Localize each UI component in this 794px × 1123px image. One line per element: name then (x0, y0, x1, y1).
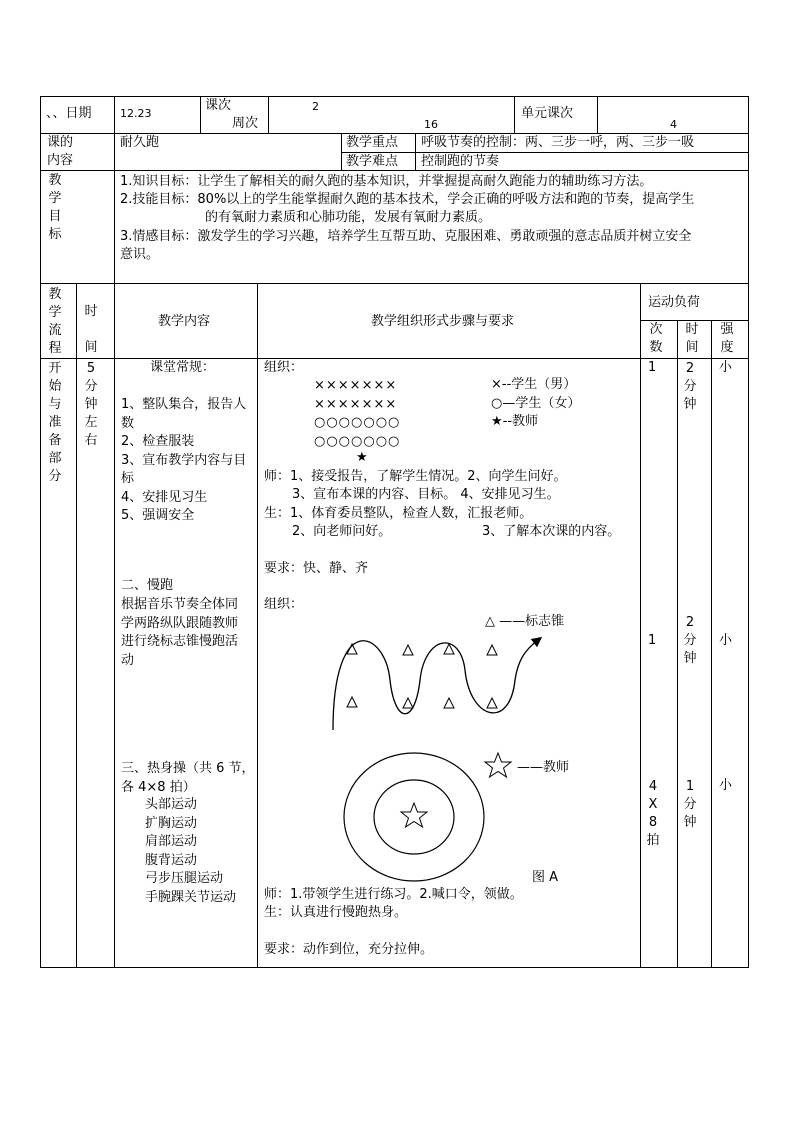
warmup-title: 三、热身操（共 6 节， 各 4×8 拍） (121, 761, 255, 795)
inner-circle (374, 780, 454, 854)
content-label-2: 内容 (47, 153, 74, 168)
list-item: 手腕踝关节运动 (145, 889, 237, 905)
key-point-value: 呼吸节奏的控制：两、三步一呼，两、三步一吸 (421, 135, 695, 150)
list-item: 标 (121, 471, 135, 486)
formation-row: ○○○○○○○ (314, 415, 401, 430)
list-item: 数 (121, 415, 135, 431)
cone-icons (347, 644, 497, 708)
goal-emotion-cont: 意识。 (120, 247, 160, 262)
load-count-2: 1 (648, 633, 657, 648)
list-item: 弓步压腿运动 (145, 871, 224, 886)
formation (314, 377, 400, 451)
legend-female: ○—学生（女） (491, 396, 581, 411)
formation-row: ××××××× (314, 378, 398, 393)
routine-list (121, 396, 246, 526)
formation-row: ××××××× (314, 396, 398, 412)
date-value: 12.23 (120, 107, 152, 120)
key-point-label: 教学重点 (346, 135, 399, 150)
formation-row: ○○○○○○○ (314, 433, 401, 449)
list-item: 4、安排见习生 (121, 489, 208, 505)
week-label: 周次 (232, 116, 259, 131)
content-label-1: 课的 (47, 135, 74, 150)
lesson-topic: 耐久跑 (120, 135, 160, 150)
stage-time: 5 分 钟 左 右 (84, 361, 98, 448)
teacher-legend: ——教师 (517, 760, 570, 775)
load-count-1: 1 (648, 360, 657, 375)
unit-label: 单元课次 (521, 106, 574, 121)
list-item: 腹背运动 (145, 852, 198, 868)
goal-skill: 2.技能目标：80%以上的学生能掌握耐久跑的基本技术，学会正确的呼吸方法和跑的节奏，提高学生 (120, 192, 695, 207)
load-time-2: 2 分 钟 (683, 615, 697, 666)
teacher-star-icon (485, 753, 511, 777)
header-flow: 教 学 流 程 (48, 287, 62, 356)
student-steps-1: 生：1、体育委员整队，检查人数，汇报老师。 (264, 506, 533, 521)
route-path (333, 640, 538, 730)
date-label: 、、日期 (46, 106, 92, 121)
load-intensity-2: 小 (719, 633, 733, 648)
teacher-steps-1: 师：1、接受报告，了解学生情况。2、向学生问好。 (264, 469, 567, 484)
load-intensity-1: 小 (719, 360, 733, 375)
list-item: 3、宣布教学内容与目 (121, 452, 247, 468)
outer-circle (344, 753, 484, 881)
legend-teacher: ★--教师 (491, 414, 539, 429)
lesson-value: 2 (312, 100, 319, 113)
org-label-1: 组织： (264, 360, 304, 375)
jog-route-diagram (320, 620, 550, 735)
cone-icon (403, 645, 413, 655)
header-load: 运动负荷 (648, 295, 701, 310)
list-item: 2、检查服装 (121, 434, 195, 449)
lesson-label: 课次 (205, 98, 232, 113)
warmup-circle-diagram (340, 745, 520, 885)
list-item: 1、整队集合，报告人 (121, 397, 247, 412)
cone-icon (347, 697, 357, 707)
teacher-star-icon: ★ (356, 450, 368, 465)
warmup-list (145, 796, 236, 907)
difficulty-value: 控制跑的节奏 (421, 154, 500, 169)
requirement-1: 要求：快、静、齐 (264, 561, 369, 576)
warmup-teacher: 师：1.带领学生进行练习。2.喊口令，领做。 (264, 887, 523, 902)
list-item: 扩胸运动 (145, 815, 198, 831)
load-count-3: 4 X 8 拍 (646, 779, 660, 848)
list-item: 头部运动 (145, 797, 198, 812)
header-intensity: 强 度 (720, 322, 734, 355)
goal-knowledge: 1.知识目标：让学生了解相关的耐久跑的基本知识，并掌握提高耐久跑能力的辅助练习方法。 (120, 174, 653, 189)
header-duration: 时 间 (685, 322, 699, 355)
header-organization: 教学组织形式步骤与要求 (371, 314, 515, 329)
load-intensity-3: 小 (719, 778, 733, 793)
week-value: 16 (424, 118, 438, 131)
jog-title: 二、慢跑 (121, 578, 174, 593)
list-item: 5、强调安全 (121, 508, 195, 523)
routine-title: 课堂常规： (150, 360, 216, 375)
header-count: 次 数 (649, 322, 663, 355)
header-time: 时 间 (84, 304, 98, 355)
goal-skill-cont: 的有氧耐力素质和心肺功能，发展有氧耐力素质。 (205, 210, 492, 225)
center-star-icon (401, 803, 427, 827)
load-time-1: 2 分 钟 (683, 361, 697, 412)
goals-label: 教 学 目 标 (48, 173, 62, 242)
header-content: 教学内容 (158, 314, 211, 329)
figure-label: 图 A (532, 870, 559, 885)
cone-legend: △ ——标志锥 (485, 614, 565, 629)
goal-emotion: 3.情感目标：激发学生的学习兴趣，培养学生互帮互助、克服困难、勇敢顽强的意志品质并树立安全 (120, 229, 692, 244)
load-time-3: 1 分 钟 (683, 779, 697, 830)
org-label-2: 组织： (264, 597, 304, 612)
jog-description: 根据音乐节奏全体同 学两路纵队跟随教师 进行绕标志锥慢跑活 动 (121, 597, 239, 668)
cone-icon (487, 645, 497, 655)
stage-label: 开 始 与 准 备 部 分 (48, 361, 62, 484)
difficulty-label: 教学难点 (346, 154, 399, 169)
cone-icon (487, 698, 497, 708)
student-steps-2a: 2、向老师问好。 (292, 524, 392, 539)
cone-icon (403, 698, 413, 708)
cone-icon (444, 698, 454, 708)
warmup-student: 生：认真进行慢跑热身。 (264, 905, 408, 920)
unit-value: 4 (670, 118, 677, 131)
legend-male: ×--学生（男） (491, 377, 577, 392)
teacher-steps-2: 3、宣布本课的内容、目标。 4、安排见习生。 (292, 487, 560, 502)
list-item: 肩部运动 (145, 834, 198, 849)
student-steps-2b: 3、了解本次课的内容。 (482, 524, 621, 539)
requirement-3: 要求：动作到位，充分拉伸。 (264, 942, 434, 957)
